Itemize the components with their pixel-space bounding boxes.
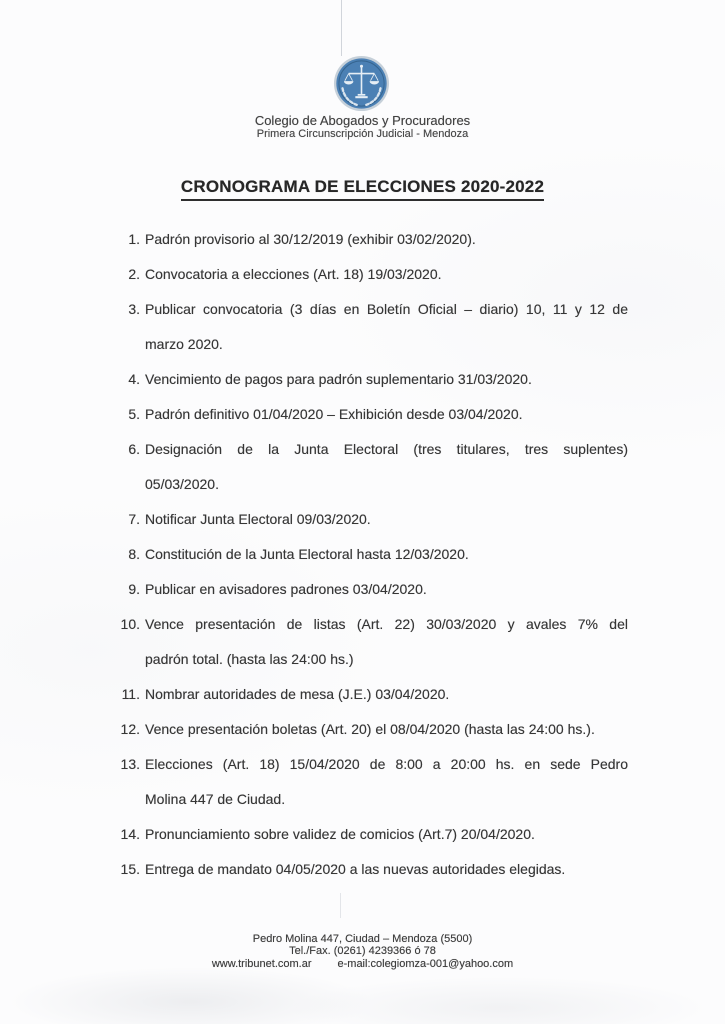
- item-number: 7.: [128, 511, 140, 527]
- item-text: [145, 572, 628, 607]
- list-item: [100, 537, 628, 572]
- item-text: [145, 292, 628, 362]
- item-number: 6.: [128, 441, 140, 457]
- item-line: Publicar convocatoria (3 días en Boletín Oficial – diario) 10, 11 y 12 de: [145, 301, 628, 317]
- item-number: 5.: [128, 406, 140, 422]
- scan-artifact-line: [340, 893, 341, 918]
- item-number: 10.: [120, 616, 140, 632]
- item-line: Vence presentación de listas (Art. 22) 30/03/2020 y avales 7% del: [145, 616, 628, 632]
- item-number: 11.: [121, 686, 140, 702]
- item-text: [145, 362, 628, 397]
- item-line: Pronunciamiento sobre validez de comicios (Art.7) 20/04/2020.: [145, 826, 535, 842]
- footer-email: e-mail:colegiomza-001@yahoo.com: [337, 957, 514, 970]
- footer: [0, 933, 725, 970]
- list-item: [100, 397, 628, 432]
- page-title: CRONOGRAMA DE ELECCIONES 2020-2022: [0, 177, 725, 201]
- item-number: 3.: [128, 301, 140, 317]
- item-line: Convocatoria a elecciones (Art. 18) 19/03/2020.: [145, 266, 442, 282]
- item-text: [145, 747, 628, 817]
- list-item: [100, 607, 628, 677]
- item-line: Vencimiento de pagos para padrón suplementario 31/03/2020.: [145, 371, 532, 387]
- item-text: [145, 502, 628, 537]
- item-number: 8.: [128, 546, 140, 562]
- item-line: Nombrar autoridades de mesa (J.E.) 03/04/2020.: [145, 686, 450, 702]
- list-item: [100, 292, 628, 362]
- list-item: [100, 502, 628, 537]
- item-line: Padrón definitivo 01/04/2020 – Exhibición desde 03/04/2020.: [145, 406, 523, 422]
- org-name: Colegio de Abogados y Procuradores: [254, 113, 471, 128]
- list-item: [100, 817, 628, 852]
- item-text: [145, 817, 628, 852]
- item-text: [145, 397, 628, 432]
- scan-artifact-line: [341, 0, 342, 56]
- item-text: [145, 712, 628, 747]
- footer-phone: Tel./Fax. (0261) 4239366 ó 78: [289, 945, 436, 958]
- item-number: 14.: [120, 826, 140, 842]
- item-line: Constitución de la Junta Electoral hasta 12/03/2020.: [145, 546, 469, 562]
- list-item: [100, 222, 628, 257]
- list-item: [100, 712, 628, 747]
- item-text: [145, 222, 628, 257]
- item-number: 2.: [128, 266, 140, 282]
- item-line: Molina 447 de Ciudad.: [145, 791, 286, 807]
- list-item: [100, 432, 628, 502]
- item-text: [145, 607, 628, 677]
- org-subtitle: Primera Circunscripción Judicial - Mendoza: [256, 128, 469, 140]
- item-line: Elecciones (Art. 18) 15/04/2020 de 8:00 a 20:00 hs. en sede Pedro: [145, 756, 628, 772]
- list-item: [100, 747, 628, 817]
- item-text: [145, 852, 628, 887]
- item-number: 12.: [120, 721, 140, 737]
- list-item: [100, 677, 628, 712]
- item-line: Padrón provisorio al 30/12/2019 (exhibir 03/02/2020).: [145, 231, 476, 247]
- item-text: [145, 257, 628, 292]
- item-number: 9.: [128, 581, 140, 597]
- scales-of-justice-icon: [333, 55, 390, 112]
- item-line: Entrega de mandato 04/05/2020 a las nuevas autoridades elegidas.: [145, 861, 566, 877]
- list-item: [100, 257, 628, 292]
- item-text: [145, 432, 628, 502]
- item-line: Designación de la Junta Electoral (tres titulares, tres suplentes): [145, 441, 628, 457]
- item-text: [145, 537, 628, 572]
- item-line: padrón total. (hasta las 24:00 hs.): [145, 651, 354, 667]
- schedule-list: [100, 222, 628, 887]
- item-line: Vence presentación boletas (Art. 20) el 08/04/2020 (hasta las 24:00 hs.).: [145, 721, 595, 737]
- list-item: [100, 852, 628, 887]
- item-line: Publicar en avisadores padrones 03/04/2020.: [145, 581, 427, 597]
- footer-contacts: [0, 958, 725, 970]
- footer-address: Pedro Molina 447, Ciudad – Mendoza (5500): [252, 933, 473, 945]
- item-number: 13.: [120, 756, 140, 772]
- item-number: 1.: [128, 231, 140, 247]
- list-item: [100, 572, 628, 607]
- footer-website: www.tribunet.com.ar: [211, 957, 312, 970]
- item-line: Notificar Junta Electoral 09/03/2020.: [145, 511, 371, 527]
- item-line: marzo 2020.: [145, 336, 223, 352]
- item-line: 05/03/2020.: [145, 476, 219, 492]
- item-number: 15.: [120, 861, 140, 877]
- item-text: [145, 677, 628, 712]
- list-item: [100, 362, 628, 397]
- item-number: 4.: [128, 371, 140, 387]
